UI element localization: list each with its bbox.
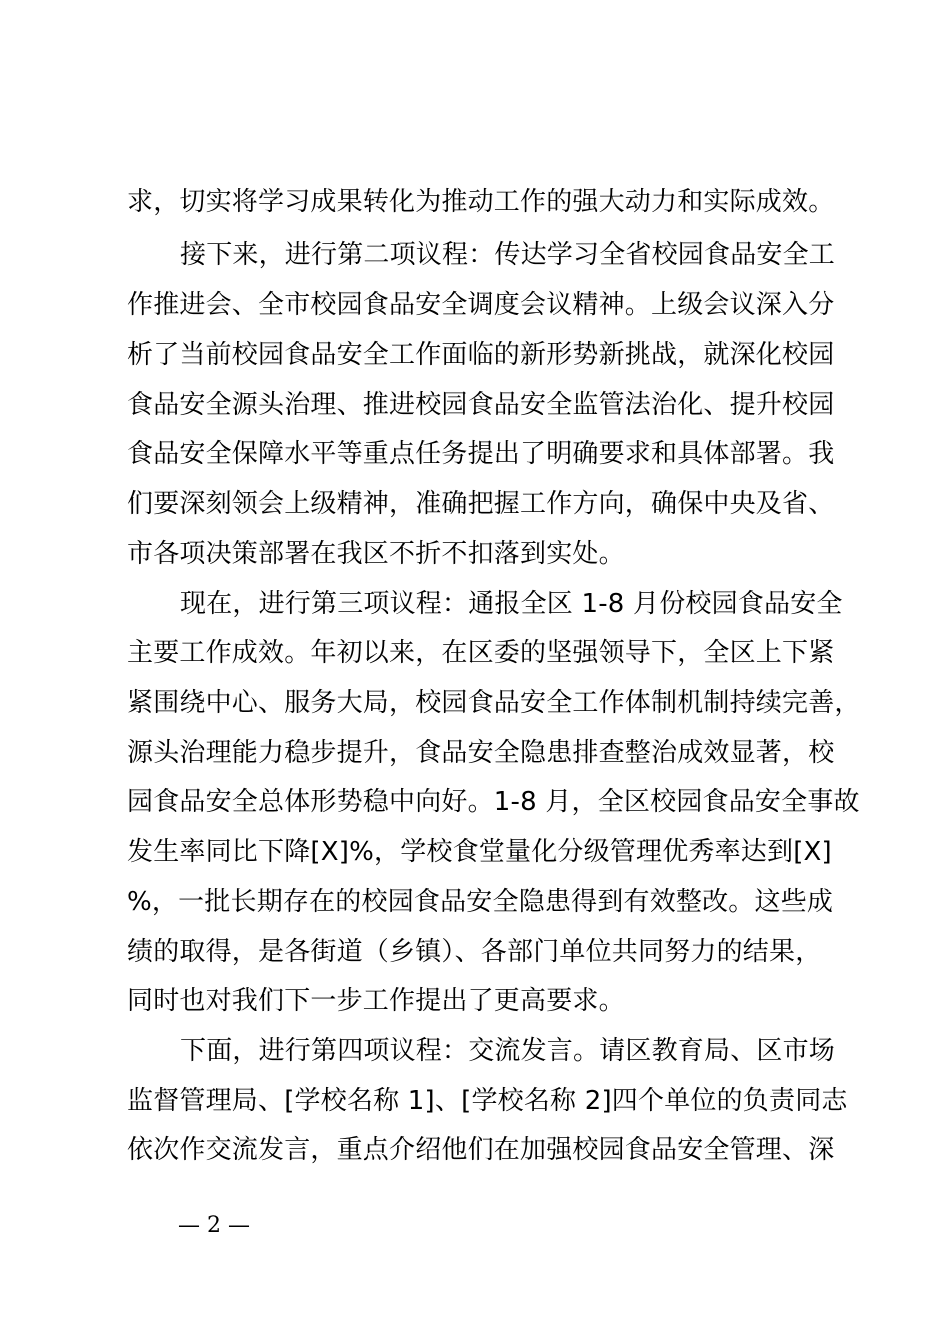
text-line-2: 接下来，进行第二项议程：传达学习全省校园食品安全工	[180, 240, 836, 270]
page-number: — 2 —	[178, 1213, 250, 1238]
text-line-8: 市各项决策部署在我区不折不扣落到实处。	[127, 539, 625, 569]
text-line-14: 发生率同比下降[X]%，学校食堂量化分级管理优秀率达到[X]	[127, 837, 832, 867]
text-line-13: 园食品安全总体形势稳中向好。1-8 月，全区校园食品安全事故	[127, 787, 860, 817]
text-line-19: 监督管理局、[学校名称 1]、[学校名称 2]四个单位的负责同志	[127, 1086, 848, 1116]
text-line-12: 源头治理能力稳步提升，食品安全隐患排查整治成效显著，校	[127, 738, 835, 768]
text-line-20: 依次作交流发言，重点介绍他们在加强校园食品安全管理、深	[127, 1135, 835, 1165]
text-line-18: 下面，进行第四项议程：交流发言。请区教育局、区市场	[180, 1036, 836, 1066]
text-line-17: 同时也对我们下一步工作提出了更高要求。	[127, 986, 625, 1016]
text-line-5: 食品安全源头治理、推进校园食品安全监管法治化、提升校园	[127, 390, 835, 420]
text-line-9: 现在，进行第三项议程：通报全区 1-8 月份校园食品安全	[180, 589, 843, 619]
text-line-6: 食品安全保障水平等重点任务提出了明确要求和具体部署。我	[127, 439, 835, 469]
text-line-10: 主要工作成效。年初以来，在区委的坚强领导下，全区上下紧	[127, 638, 835, 668]
text-line-16: 绩的取得，是各街道（乡镇）、各部门单位共同努力的结果，	[127, 937, 822, 967]
text-line-3: 作推进会、全市校园食品安全调度会议精神。上级会议深入分	[127, 290, 835, 320]
text-line-1: 求，切实将学习成果转化为推动工作的强大动力和实际成效。	[127, 187, 835, 217]
text-line-11: 紧围绕中心、服务大局，校园食品安全工作体制机制持续完善，	[127, 688, 861, 718]
text-line-15: %，一批长期存在的校园食品安全隐患得到有效整改。这些成	[127, 887, 834, 917]
text-line-4: 析了当前校园食品安全工作面临的新形势新挑战，就深化校园	[127, 340, 835, 370]
text-line-7: 们要深刻领会上级精神，准确把握工作方向，确保中央及省、	[127, 489, 835, 519]
